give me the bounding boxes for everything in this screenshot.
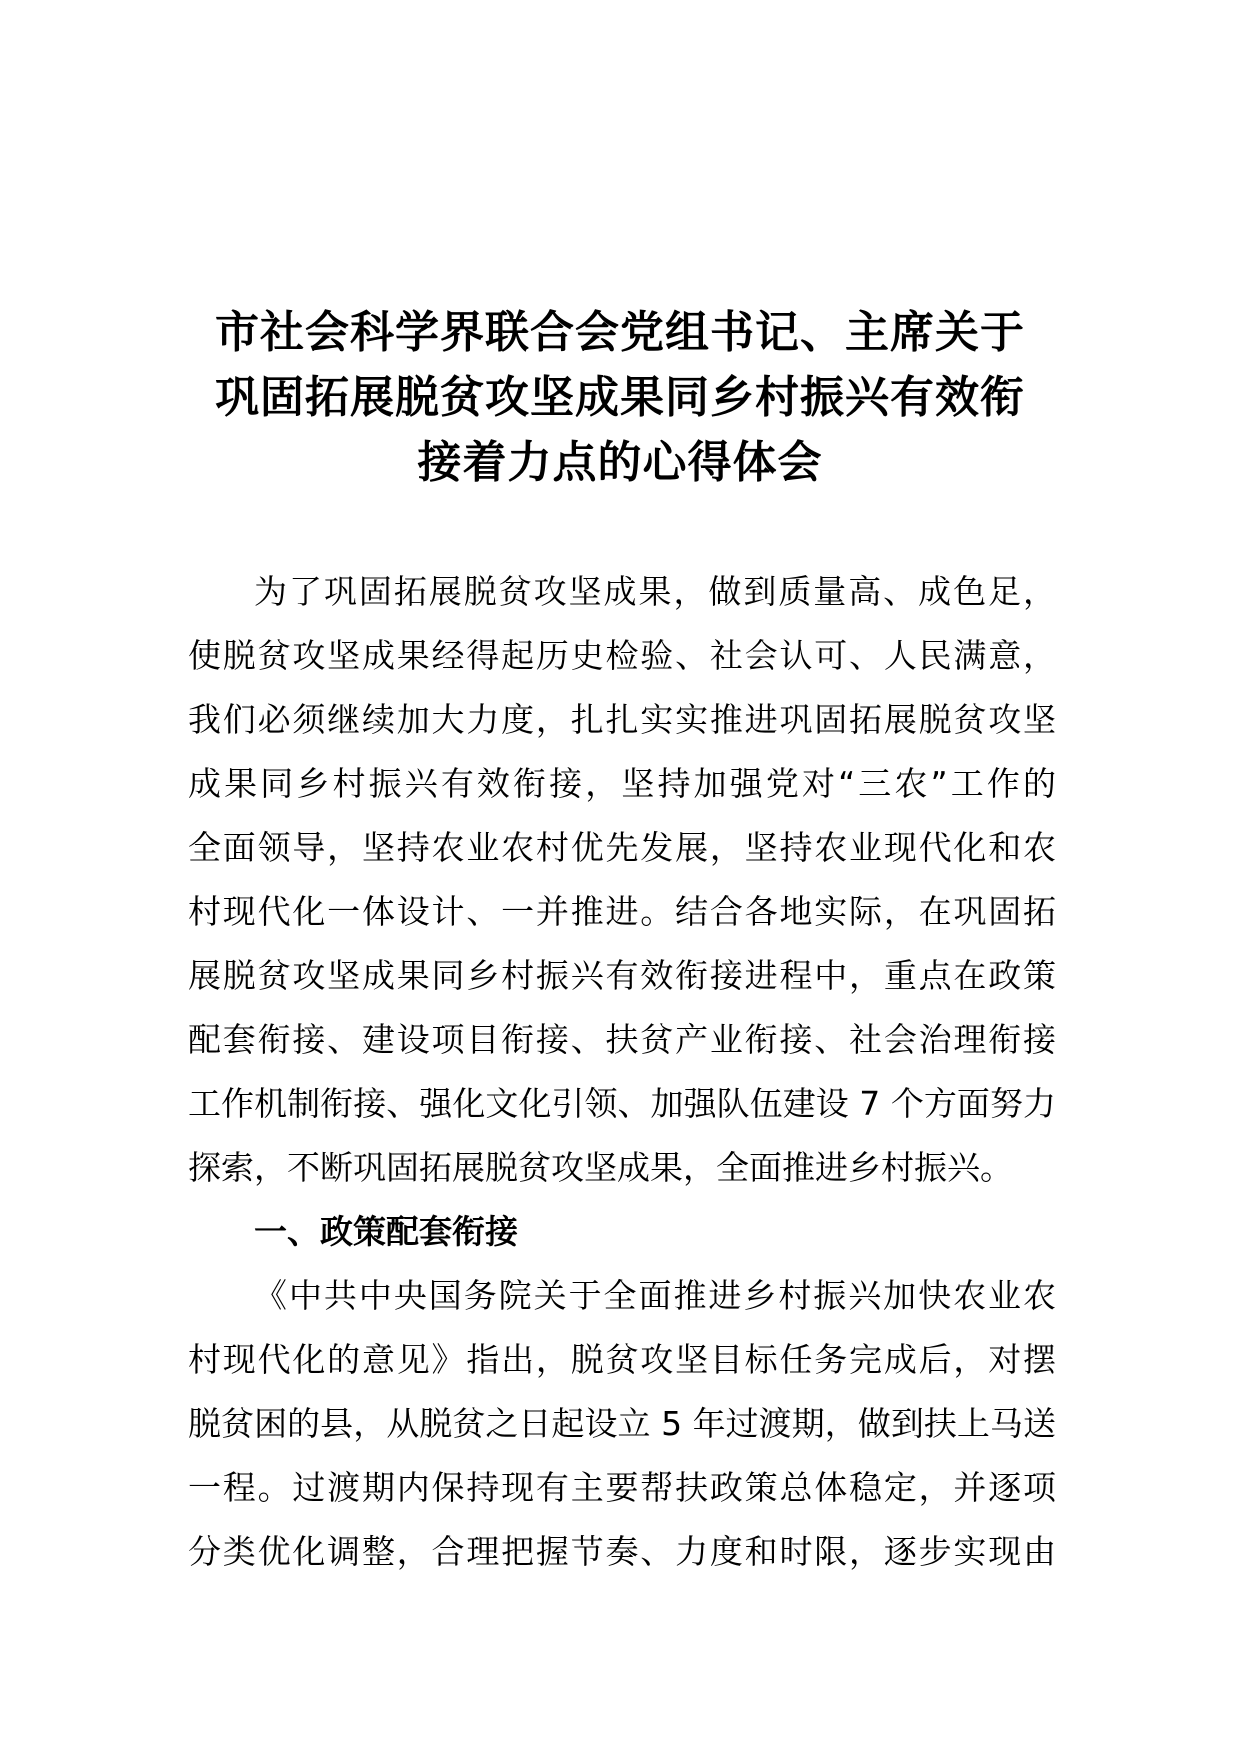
section-heading: 一、政策配套衔接: [254, 1212, 518, 1251]
paragraph-line: 全面领导，坚持农业农村优先发展，坚持农业现代化和农: [188, 828, 1056, 867]
paragraph-line: 为了巩固拓展脱贫攻坚成果，做到质量高、成色足，: [254, 572, 1056, 611]
paragraph-line: 分类优化调整，合理把握节奏、力度和时限，逐步实现由: [188, 1532, 1056, 1571]
paragraph-line: 我们必须继续加大力度，扎扎实实推进巩固拓展脱贫攻坚: [188, 700, 1056, 739]
document-body: [188, 560, 1056, 1584]
title-line: 巩固拓展脱贫攻坚成果同乡村振兴有效衔: [215, 372, 1025, 423]
paragraph-line: 脱贫困的县，从脱贫之日起设立 5 年过渡期，做到扶上马送: [188, 1404, 1056, 1443]
title-line: 接着力点的心得体会: [417, 437, 823, 488]
paragraph-line: 工作机制衔接、强化文化引领、加强队伍建设 7 个方面努力: [188, 1084, 1056, 1123]
paragraph-line: 探索，不断巩固拓展脱贫攻坚成果，全面推进乡村振兴。: [188, 1148, 1013, 1187]
paragraph-line: 一程。过渡期内保持现有主要帮扶政策总体稳定，并逐项: [188, 1468, 1056, 1507]
paragraph-policy: [188, 1264, 1056, 1584]
paragraph-line: 展脱贫攻坚成果同乡村振兴有效衔接进程中，重点在政策: [188, 956, 1056, 995]
paragraph-intro: [188, 560, 1056, 1200]
title-line: 市社会科学界联合会党组书记、主席关于: [215, 307, 1025, 358]
paragraph-line: 成果同乡村振兴有效衔接，坚持加强党对“三农”工作的: [188, 764, 1056, 803]
paragraph-line: 使脱贫攻坚成果经得起历史检验、社会认可、人民满意，: [188, 636, 1056, 675]
paragraph-line: 村现代化一体设计、一并推进。结合各地实际，在巩固拓: [188, 892, 1056, 931]
paragraph-line: 配套衔接、建设项目衔接、扶贫产业衔接、社会治理衔接: [188, 1020, 1056, 1059]
document-title: [160, 300, 1080, 495]
paragraph-line: 《中共中央国务院关于全面推进乡村振兴加快农业农: [254, 1276, 1056, 1315]
paragraph-line: 村现代化的意见》指出，脱贫攻坚目标任务完成后，对摆: [188, 1340, 1056, 1379]
